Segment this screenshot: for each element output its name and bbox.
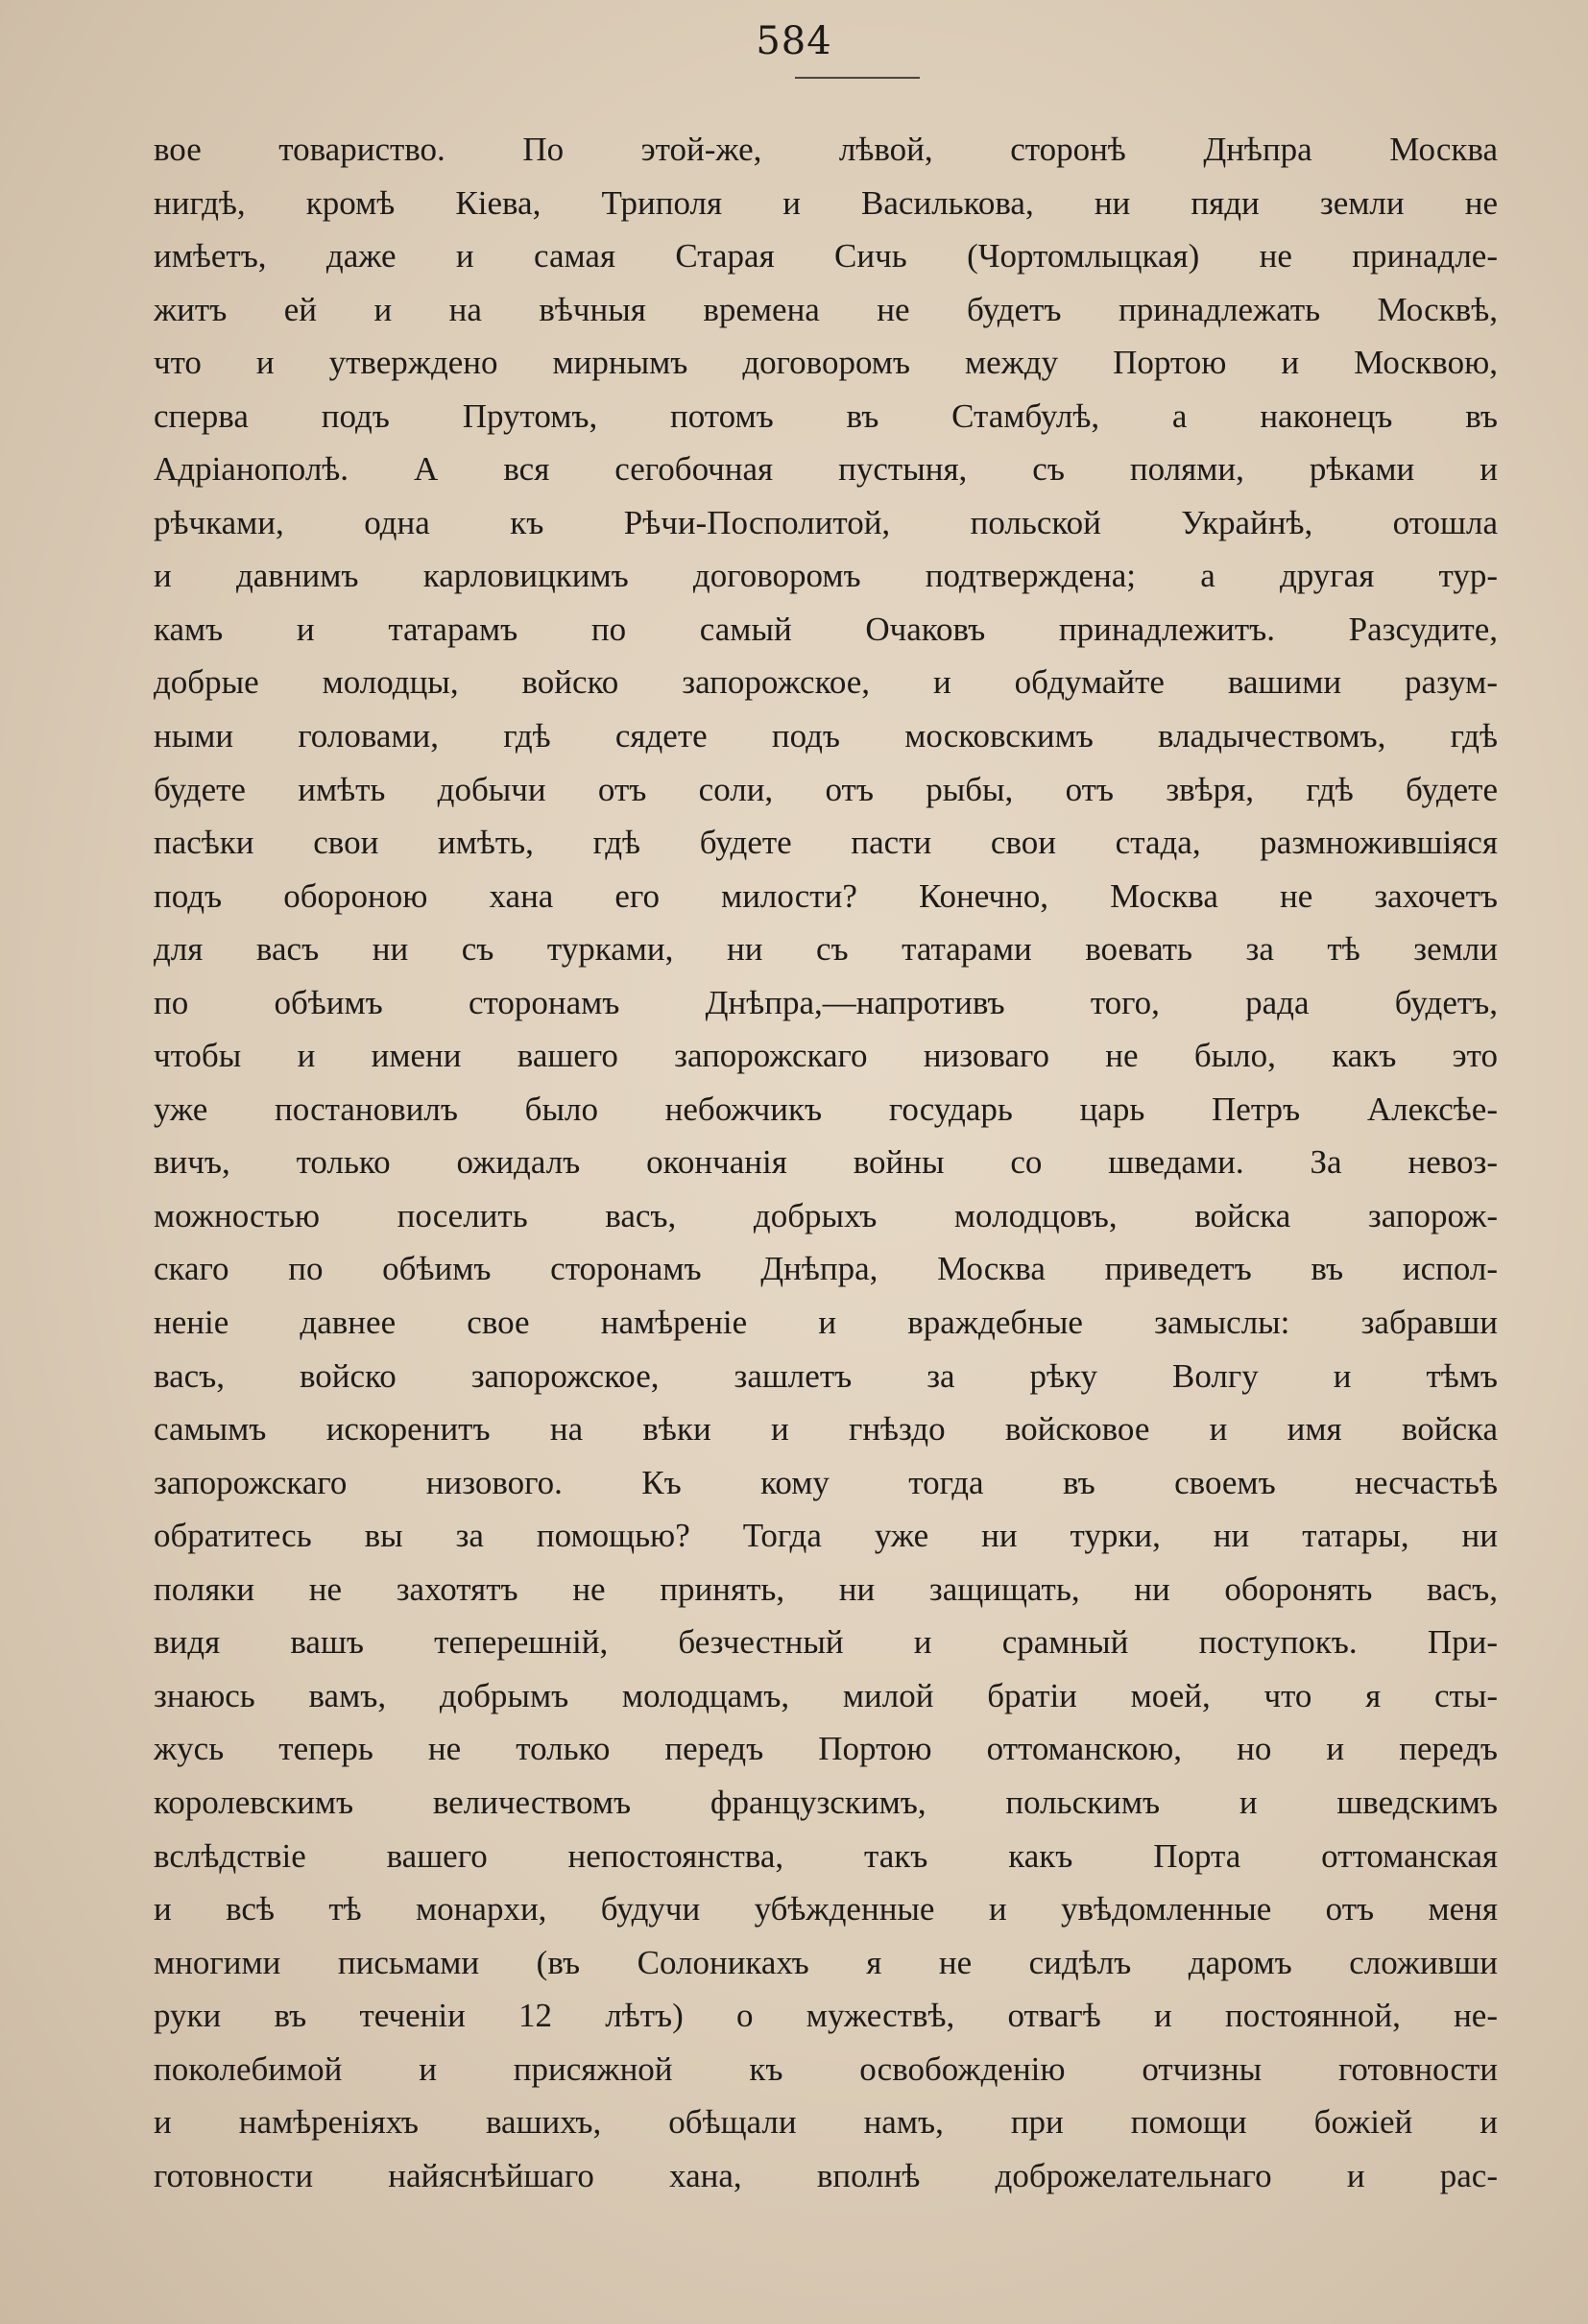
text-line: ными головами, гдѣ сядете подъ московскимъ владычествомъ, гдѣ [154,717,1498,755]
text-line: поколебимой и присяжной къ освобожденію отчизны готовности [154,2049,1498,2088]
text-line: что и утверждено мирнымъ договоромъ между Портою и Москвою, [154,344,1498,382]
text-line: и намѣреніяхъ вашихъ, обѣщали намъ, при помощи божіей и [154,2103,1498,2142]
text-line: чтобы и имени вашего запорожскаго низоваго не было, какъ это [154,1037,1498,1075]
text-line: скаго по обѣимъ сторонамъ Днѣпра, Москва приведетъ въ испол- [154,1250,1498,1288]
text-line: видя вашъ теперешній, безчестный и срамный поступокъ. При- [154,1623,1498,1662]
page-number: 584 [756,19,832,63]
text-line: обратитесь вы за помощью? Тогда уже ни турки, ни татары, ни [154,1517,1498,1555]
text-line: знаюсь вамъ, добрымъ молодцамъ, милой братіи моей, что я сты- [154,1676,1498,1714]
text-line: уже постановилъ было небожчикъ государь царь Петръ Алексѣе- [154,1090,1498,1128]
text-line: нигдѣ, кромѣ Кіева, Триполя и Василькова, ни пяди земли не [154,183,1498,222]
text-line: добрые молодцы, войско запорожское, и обдумайте вашими разум- [154,663,1498,702]
text-line: пасѣки свои имѣть, гдѣ будете пасти свои стада, размножившіяся [154,824,1498,862]
text-line: самымъ искоренитъ на вѣки и гнѣздо войсковое и имя войска [154,1410,1498,1449]
text-line: сперва подъ Прутомъ, потомъ въ Стамбулѣ, а наконецъ въ [154,396,1498,435]
text-line: вичъ, только ожидалъ окончанія войны со шведами. За невоз- [154,1143,1498,1182]
text-line: многими письмами (въ Солоникахъ я не сидѣлъ даромъ сложивши [154,1943,1498,1981]
text-line: будете имѣть добычи отъ соли, отъ рыбы, отъ звѣря, гдѣ будете [154,770,1498,808]
text-line: поляки не захотятъ не принять, ни защищать, ни оборонять васъ, [154,1569,1498,1608]
text-line: житъ ей и на вѣчныя времена не будетъ принадлежать Москвѣ, [154,290,1498,328]
text-line: можностью поселить васъ, добрыхъ молодцовъ, войска запорож- [154,1196,1498,1234]
text-line: вое товариство. По этой-же, лѣвой, сторонѣ Днѣпра Москва [154,131,1498,168]
text-line: имѣетъ, даже и самая Старая Сичь (Чортомлыцкая) не принадле- [154,237,1498,276]
text-line: и всѣ тѣ монархи, будучи убѣжденные и увѣдомленные отъ меня [154,1890,1498,1929]
text-line: неніе давнее свое намѣреніе и враждебные замыслы: забравши [154,1304,1498,1342]
text-line: васъ, войско запорожское, зашлетъ за рѣку Волгу и тѣмъ [154,1356,1498,1395]
text-line: подъ обороною хана его милости? Конечно, Москва не захочетъ [154,876,1498,915]
page-number-rule [795,77,920,79]
text-line: запорожскаго низового. Къ кому тогда въ своемъ несчастьѣ [154,1463,1498,1501]
text-line: готовности найяснѣйшаго хана, вполнѣ доброжелательнаго и рас- [154,2156,1498,2194]
text-line: королевскимъ величествомъ французскимъ, польскимъ и шведскимъ [154,1783,1498,1821]
body-text [154,123,1498,2202]
text-line: камъ и татарамъ по самый Очаковъ принадлежитъ. Разсудите, [154,610,1498,648]
text-line: жусь теперь не только передъ Портою оттоманскою, но и передъ [154,1730,1498,1768]
text-line: руки въ теченіи 12 лѣтъ) о мужествѣ, отвагѣ и постоянной, не- [154,1997,1498,2035]
text-line: для васъ ни съ турками, ни съ татарами воевать за тѣ земли [154,930,1498,969]
text-line: Адріанополѣ. А вся сегобочная пустыня, съ полями, рѣками и [154,450,1498,489]
text-line: по обѣимъ сторонамъ Днѣпра,—напротивъ того, рада будетъ, [154,983,1498,1021]
text-line: рѣчками, одна къ Рѣчи-Посполитой, польской Украйнѣ, отошла [154,503,1498,541]
text-line: и давнимъ карловицкимъ договоромъ подтверждена; а другая тур- [154,557,1498,595]
text-line: вслѣдствіе вашего непостоянства, такъ какъ Порта оттоманская [154,1836,1498,1875]
